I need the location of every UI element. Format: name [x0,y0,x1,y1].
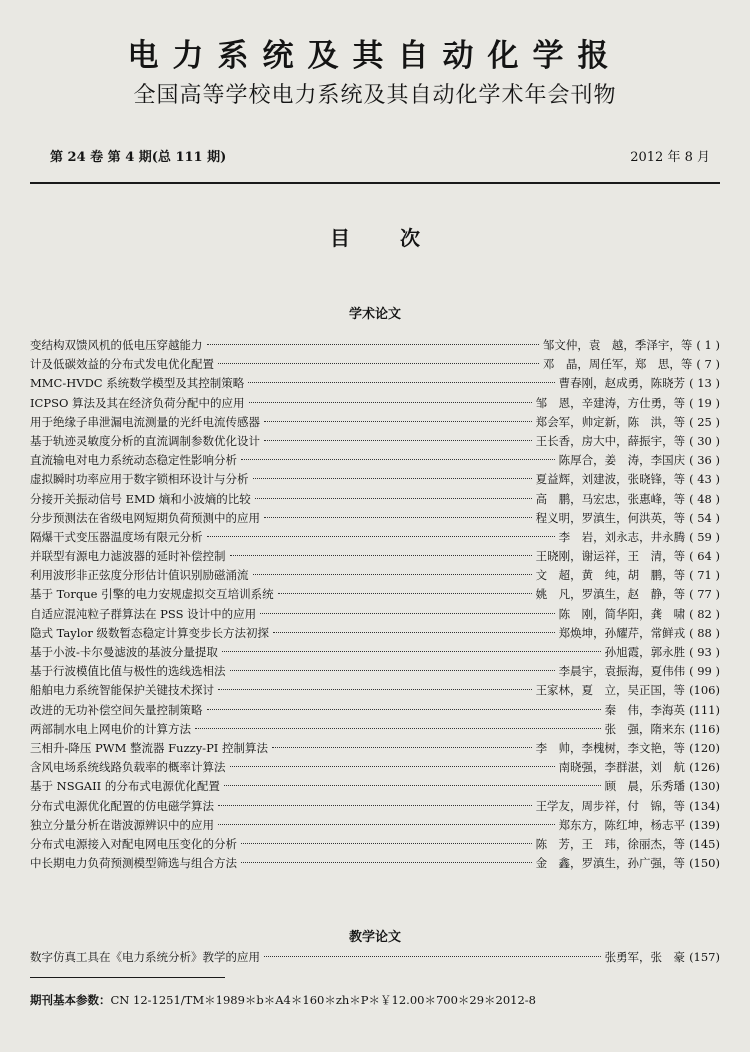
article-authors: 李 帅，李槐树，李文艳，等 [535,740,686,755]
dot-leader [218,805,532,806]
toc-entry[interactable] [30,547,720,566]
toc-entry[interactable] [30,490,720,509]
article-authors: 孙旭霞，郭永胜 [604,645,686,659]
dot-leader [195,728,601,729]
page-number: ( 43 ) [689,472,720,487]
page-number: ( 77 ) [689,587,720,602]
article-authors: 邓 晶，周任军，郑 思，等 [542,357,693,372]
dot-leader [249,402,532,403]
article-authors: 陈厚合，姜 涛，李国庆 [558,453,686,468]
article-title: MMC-HVDC 系统数学模型及其控制策略 [30,376,245,391]
page-number: ( 36 ) [689,453,720,468]
footnote-divider [30,977,225,978]
article-authors: 秦 伟，李海英 [604,702,686,717]
article-authors: 李晨宇，袁振海，夏伟伟 [558,664,686,679]
page-number: ( 1 ) [696,338,720,352]
article-title: 基于 Torque 引擎的电力安规虚拟交互培训系统 [30,587,274,602]
dot-leader [207,344,539,345]
article-title: ICPSO 算法及其在经济负荷分配中的应用 [30,395,245,410]
article-authors: 高 鹏，马宏忠，张惠峰，等 [535,491,686,506]
article-title: 基于小波-卡尔曼滤波的基波分量提取 [30,645,218,659]
toc-entry[interactable] [30,585,720,604]
toc-entry[interactable] [30,624,720,643]
article-authors: 夏益辉，刘建波，张晓锋，等 [535,472,686,487]
dot-leader [241,862,532,863]
toc-list-academic [30,336,720,873]
article-title: 计及低碳效益的分布式发电优化配置 [30,357,214,372]
journal-parameters [30,992,536,1008]
article-authors: 王家林，夏 立，吴正国，等 [535,683,686,698]
article-title: 改进的无功补偿空间矢量控制策略 [30,702,203,717]
article-title: 两部制水电上网电价的计算方法 [30,721,191,736]
header-divider [30,182,720,184]
article-title: 用于绝缘子串泄漏电流测量的光纤电流传感器 [30,414,260,429]
article-title: 基于 NSGAII 的分布式电源优化配置 [30,779,220,794]
toc-entry[interactable] [30,777,720,796]
toc-entry[interactable] [30,720,720,739]
toc-entry[interactable] [30,528,720,547]
article-authors: 姚 凡，罗滇生，赵 静，等 [535,587,686,602]
toc-entry[interactable] [30,374,720,393]
toc-entry[interactable] [30,336,720,355]
contents-title: 目次 [330,226,470,250]
article-title: 船舶电力系统智能保护关键技术探讨 [30,683,214,698]
journal-parameters-value: CN 12-1251/TM＊1989＊b＊A4＊160＊zh＊P＊￥12.00＊700＊29＊2012-8 [110,993,536,1007]
toc-entry[interactable] [30,948,720,967]
dot-leader [255,498,532,499]
toc-entry[interactable] [30,758,720,777]
toc-entry[interactable] [30,432,720,451]
dot-leader [248,382,554,383]
toc-entry[interactable] [30,355,720,374]
dot-leader [264,440,532,441]
article-authors: 张勇军，张 豪 [604,950,686,964]
article-authors: 南晓强，李群湛，刘 航 [558,760,686,775]
toc-entry[interactable] [30,835,720,854]
page-number: (139) [689,817,720,832]
article-authors: 邹 恩，辛建涛，方仕勇，等 [535,395,686,410]
page-number: (116) [689,721,720,736]
toc-list-teaching [30,948,720,967]
toc-entry[interactable] [30,470,720,489]
article-title: 分布式电源优化配置的仿电磁学算法 [30,798,214,813]
page-number: ( 13 ) [689,376,720,391]
article-title: 并联型有源电力滤波器的延时补偿控制 [30,549,226,564]
dot-leader [264,421,532,422]
toc-entry[interactable] [30,797,720,816]
page-number: (106) [689,683,720,698]
article-authors: 程义明，罗滇生，何洪英，等 [535,510,686,525]
article-title: 分布式电源接入对配电网电压变化的分析 [30,836,237,851]
article-title: 数字仿真工具在《电力系统分析》教学的应用 [30,950,260,964]
toc-entry[interactable] [30,701,720,720]
dot-leader [218,689,532,690]
article-title: 三相升-降压 PWM 整流器 Fuzzy-PI 控制算法 [30,740,269,755]
page-number: (150) [689,856,720,871]
page-number: ( 7 ) [696,357,720,372]
section-heading-academic: 学术论文 [348,307,401,322]
toc-entry[interactable] [30,681,720,700]
article-authors: 郑焕坤，孙耀芹，常鲜戎 [558,625,686,640]
article-authors: 文 超，黄 纯，胡 鹏，等 [535,568,686,583]
dot-leader [230,670,555,671]
dot-leader [241,459,555,460]
page-number: ( 71 ) [689,568,720,583]
dot-leader [230,766,555,767]
article-title: 隐式 Taylor 级数暂态稳定计算变步长方法初探 [30,625,270,640]
dot-leader [241,843,532,844]
page-number: ( 64 ) [689,549,720,564]
article-title: 独立分量分析在谐波源辨识中的应用 [30,817,214,832]
page-number: ( 25 ) [689,414,720,429]
article-authors: 李 岩，刘永志，井永腾 [558,529,686,544]
toc-entry[interactable] [30,816,720,835]
dot-leader [272,747,532,748]
article-authors: 王学友，周步祥，付 锦，等 [535,798,686,813]
issue-number: 第 24 卷 第 4 期(总 111 期) [50,150,227,165]
page-number: (145) [689,836,720,851]
toc-entry[interactable] [30,394,720,413]
page-number: (126) [689,760,720,775]
issue-date: 2012 年 8 月 [630,150,710,165]
dot-leader [218,824,555,825]
toc-entry[interactable] [30,854,720,873]
dot-leader [230,555,532,556]
article-authors: 顾 晨，乐秀璠 [604,779,686,794]
article-authors: 王晓刚，谢运祥，王 清，等 [535,549,686,564]
article-title: 虚拟瞬时功率应用于数字锁相环设计与分析 [30,472,249,487]
article-title: 隔爆干式变压器温度场有限元分析 [30,529,203,544]
article-title: 中长期电力负荷预测模型筛选与组合方法 [30,856,237,871]
dot-leader [222,651,601,652]
toc-entry[interactable] [30,739,720,758]
article-authors: 金 鑫，罗滇生，孙广强，等 [535,856,686,871]
page-number: ( 54 ) [689,510,720,525]
page-number: ( 30 ) [689,433,720,448]
page-number: ( 82 ) [689,606,720,621]
article-title: 分步预测法在省级电网短期负荷预测中的应用 [30,510,260,525]
article-title: 自适应混沌粒子群算法在 PSS 设计中的应用 [30,606,257,621]
article-title: 利用波形非正弦度分形估计值识别励磁涌流 [30,568,249,583]
toc-entry[interactable] [30,643,720,662]
toc-entry[interactable] [30,605,720,624]
toc-entry[interactable] [30,509,720,528]
page-number: (130) [689,779,720,794]
toc-entry[interactable] [30,413,720,432]
page-number: ( 19 ) [689,395,720,410]
journal-subtitle: 全国高等学校电力系统及其自动化学术年会刊物 [133,83,617,108]
article-title: 基于轨迹灵敏度分析的直流调制参数优化设计 [30,433,260,448]
article-authors: 张 强，隋来东 [604,721,686,736]
journal-parameters-label: 期刊基本参数： [30,993,111,1007]
article-authors: 王长香，房大中，薛振宇，等 [535,433,686,448]
dot-leader [273,632,555,633]
page-number: ( 93 ) [689,645,720,659]
page-number: ( 48 ) [689,491,720,506]
page-number: (111) [689,702,720,717]
page-number: (134) [689,798,720,813]
dot-leader [218,363,539,364]
toc-entry[interactable] [30,662,720,681]
article-authors: 曹春刚，赵成勇，陈晓芳 [558,376,686,391]
page-number: (157) [689,950,720,964]
dot-leader [207,536,555,537]
article-title: 基于行波模值比值与极性的选线选相法 [30,664,226,679]
page-number: ( 59 ) [689,529,720,544]
dot-leader [207,709,601,710]
article-title: 直流输电对电力系统动态稳定性影响分析 [30,453,237,468]
article-authors: 郑东方，陈红坤，杨志平 [558,817,686,832]
page-number: (120) [689,740,720,755]
article-authors: 陈 芳，王 玮，徐丽杰，等 [535,836,686,851]
dot-leader [224,785,601,786]
dot-leader [253,478,532,479]
journal-title: 电力系统及其自动化学报 [127,38,623,74]
article-authors: 陈 刚，简华阳，龚 啸 [558,606,686,621]
dot-leader [264,517,532,518]
article-title: 含风电场系统线路负载率的概率计算法 [30,760,226,775]
dot-leader [278,593,532,594]
article-authors: 邹文仲，袁 越，季泽宇，等 [542,338,693,352]
article-authors: 郑会军，帅定新，陈 洪，等 [535,414,686,429]
article-title: 分接开关振动信号 EMD 熵和小波熵的比较 [30,491,251,506]
section-heading-teaching: 教学论文 [348,930,401,945]
dot-leader [264,956,601,957]
toc-entry[interactable] [30,451,720,470]
page-number: ( 88 ) [689,625,720,640]
page-number: ( 99 ) [689,664,720,679]
article-title: 变结构双馈风机的低电压穿越能力 [30,338,203,352]
toc-entry[interactable] [30,566,720,585]
dot-leader [260,613,554,614]
dot-leader [253,574,532,575]
